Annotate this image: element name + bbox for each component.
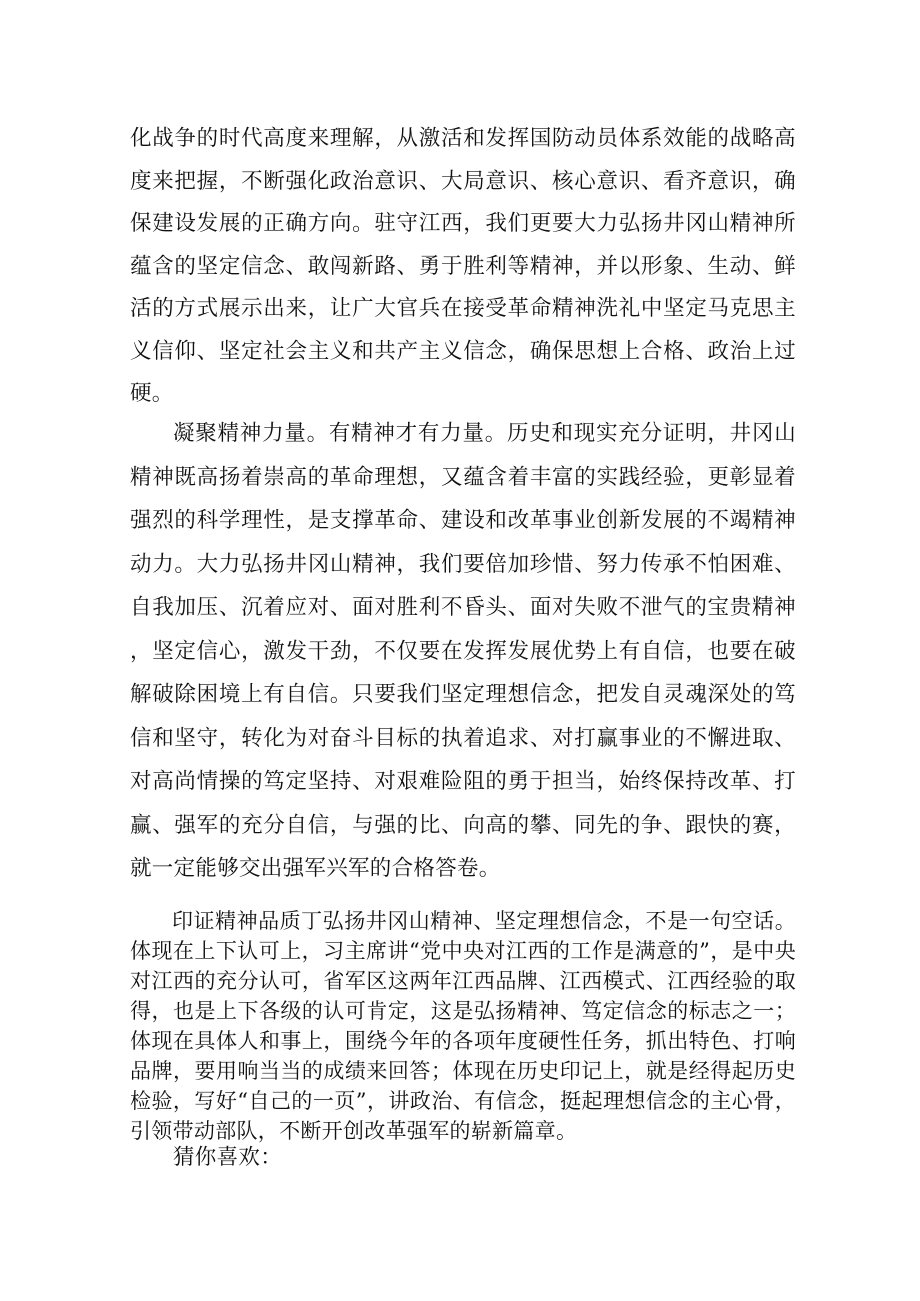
recommendations-label: 猜你喜欢： bbox=[173, 1145, 283, 1170]
paragraph-spirit-strength: 凝聚精神力量。有精神才有力量。历史和现实充分证明，井冈山精神既高扬着崇高的革命理想，又蕴含着丰富的实践经验，更彰显着强烈的科学理性，是支撑革命、建设和改革事业创新发展的不竭精神动力。大力弘扬井冈山精神，我们要倍加珍惜、努力传承不怕困难、自我加压、沉着应对、面对胜利不昏头、面对失败不泄气的宝贵精神，坚定信心，激发干劲，不仅要在发挥发展优势上有自信，也要在破解破除困境上有自信。只要我们坚定理想信念，把发自灵魂深处的笃信和坚守，转化为对奋斗目标的执着追求、对打赢事业的不懈进取、对高尚情操的笃定坚持、对艰难险阻的勇于担当，始终保持改革、打赢、强军的充分自信，与强的比、向高的攀、同先的争、跟快的赛，就一定能够交出强军兴军的合格答卷。 bbox=[130, 421, 796, 881]
paragraph-spirit-quality: 印证精神品质丁弘扬井冈山精神、坚定理想信念，不是一句空话。体现在上下认可上，习主席讲“党中央对江西的工作是满意的”，是中央对江西的充分认可，省军区这两年江西品牌、江西模式、江西经验的取得，也是上下各级的认可肯定，这是弘扬精神、笃定信念的标志之一；体现在具体人和事上，围绕今年的各项年度硬性任务，抓出特色、打响品牌，要用响当当的成绩来回答；体现在历史印记上，就是经得起历史检验，写好“自己的一页”，讲政治、有信念，挺起理想信念的主心骨，引领带动部队，不断开创改革强军的崭新篇章。 bbox=[130, 909, 796, 1143]
paragraph-continuation: 化战争的时代高度来理解，从激活和发挥国防动员体系效能的战略高度来把握，不断强化政治意识、大局意识、核心意识、看齐意识，确保建设发展的正确方向。驻守江西，我们更要大力弘扬井冈山精神所蕴含的坚定信念、敢闯新路、勇于胜利等精神，并以形象、生动、鲜活的方式展示出来，让广大官兵在接受革命精神洗礼中坚定马克思主义信仰、坚定社会主义和共产主义信念，确保思想上合格、政治上过硬。 bbox=[130, 126, 796, 406]
